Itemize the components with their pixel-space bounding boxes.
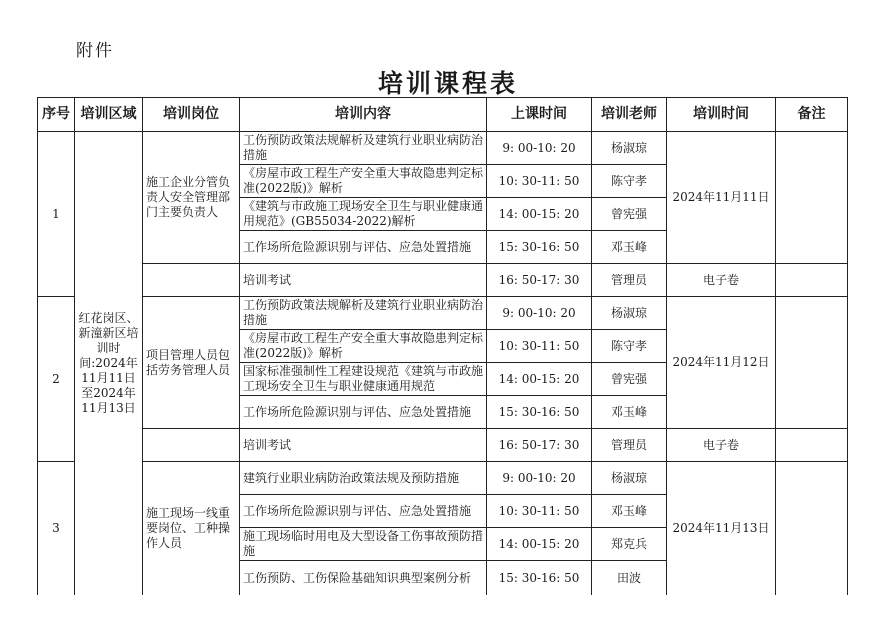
class-time: 14: 00-15: 20	[487, 528, 592, 561]
teacher-name: 杨淑琼	[592, 297, 667, 330]
exam-content: 培训考试	[240, 429, 487, 462]
class-time: 15: 30-16: 50	[487, 231, 592, 264]
teacher-name: 杨淑琼	[592, 462, 667, 495]
class-time: 9: 00-10: 20	[487, 462, 592, 495]
header-teacher: 培训老师	[592, 98, 667, 132]
remark-cell	[776, 297, 848, 429]
header-no: 序号	[38, 98, 75, 132]
exam-type: 电子卷	[667, 429, 776, 462]
region-cell: 红花岗区、新潼新区培训时间:2024年11月11日至2024年11月13日	[75, 132, 143, 596]
course-content: 国家标准强制性工程建设规范《建筑与市政施工现场安全卫生与职业健康通用规范	[240, 363, 487, 396]
class-time: 10: 30-11: 50	[487, 495, 592, 528]
class-time: 15: 30-16: 50	[487, 396, 592, 429]
teacher-name: 邓玉峰	[592, 495, 667, 528]
header-position: 培训岗位	[143, 98, 240, 132]
teacher-name: 邓玉峰	[592, 396, 667, 429]
course-content: 工作场所危险源识别与评估、应急处置措施	[240, 396, 487, 429]
table-row	[38, 132, 848, 165]
course-content: 建筑行业职业病防治政策法规及预防措施	[240, 462, 487, 495]
course-content: 工伤预防政策法规解析及建筑行业职业病防治措施	[240, 297, 487, 330]
course-content: 《房屋市政工程生产安全重大事故隐患判定标准(2022版)》解析	[240, 330, 487, 363]
teacher-name: 陈守孝	[592, 330, 667, 363]
course-table	[37, 97, 848, 595]
teacher-name: 陈守孝	[592, 165, 667, 198]
course-content: 工伤预防、工伤保险基础知识典型案例分析	[240, 561, 487, 596]
teacher-name: 田波	[592, 561, 667, 596]
position-cell: 施工企业分管负责人安全管理部门主要负责人	[143, 132, 240, 264]
exam-row	[38, 429, 848, 462]
exam-time: 16: 50-17: 30	[487, 429, 592, 462]
group-number: 1	[38, 132, 75, 297]
attachment-label: 附件	[76, 41, 114, 61]
course-content: 《房屋市政工程生产安全重大事故隐患判定标准(2022版)》解析	[240, 165, 487, 198]
table-row	[38, 297, 848, 330]
course-content: 施工现场临时用电及大型设备工伤事故预防措施	[240, 528, 487, 561]
training-date: 2024年11月13日	[667, 462, 776, 596]
header-class-time: 上课时间	[487, 98, 592, 132]
class-time: 14: 00-15: 20	[487, 198, 592, 231]
position-cell: 项目管理人员包括劳务管理人员	[143, 297, 240, 429]
training-date: 2024年11月11日	[667, 132, 776, 264]
remark-cell	[776, 462, 848, 596]
teacher-name: 杨淑琼	[592, 132, 667, 165]
course-content: 工伤预防政策法规解析及建筑行业职业病防治措施	[240, 132, 487, 165]
group-number: 3	[38, 462, 75, 596]
exam-row	[38, 264, 848, 297]
exam-content: 培训考试	[240, 264, 487, 297]
header-region: 培训区域	[75, 98, 143, 132]
exam-time: 16: 50-17: 30	[487, 264, 592, 297]
header-date: 培训时间	[667, 98, 776, 132]
class-time: 15: 30-16: 50	[487, 561, 592, 596]
header-content: 培训内容	[240, 98, 487, 132]
exam-teacher: 管理员	[592, 429, 667, 462]
exam-teacher: 管理员	[592, 264, 667, 297]
training-date: 2024年11月12日	[667, 297, 776, 429]
class-time: 10: 30-11: 50	[487, 330, 592, 363]
table-row	[38, 462, 848, 495]
class-time: 14: 00-15: 20	[487, 363, 592, 396]
position-cell: 施工现场一线重要岗位、工种操作人员	[143, 462, 240, 596]
remark-cell	[776, 264, 848, 297]
remark-cell	[776, 429, 848, 462]
class-time: 10: 30-11: 50	[487, 165, 592, 198]
group-number: 2	[38, 297, 75, 462]
teacher-name: 曾宪强	[592, 363, 667, 396]
course-content: 《建筑与市政施工现场安全卫生与职业健康通用规范》(GB55034-2022)解析	[240, 198, 487, 231]
teacher-name: 邓玉峰	[592, 231, 667, 264]
class-time: 9: 00-10: 20	[487, 132, 592, 165]
position-empty-cell	[143, 429, 240, 462]
header-remark: 备注	[776, 98, 848, 132]
remark-cell	[776, 132, 848, 264]
course-content: 工作场所危险源识别与评估、应急处置措施	[240, 231, 487, 264]
class-time: 9: 00-10: 20	[487, 297, 592, 330]
teacher-name: 曾宪强	[592, 198, 667, 231]
position-empty-cell	[143, 264, 240, 297]
page-title: 培训课程表	[377, 69, 518, 98]
header-row	[38, 98, 848, 132]
teacher-name: 郑克兵	[592, 528, 667, 561]
exam-type: 电子卷	[667, 264, 776, 297]
course-content: 工作场所危险源识别与评估、应急处置措施	[240, 495, 487, 528]
